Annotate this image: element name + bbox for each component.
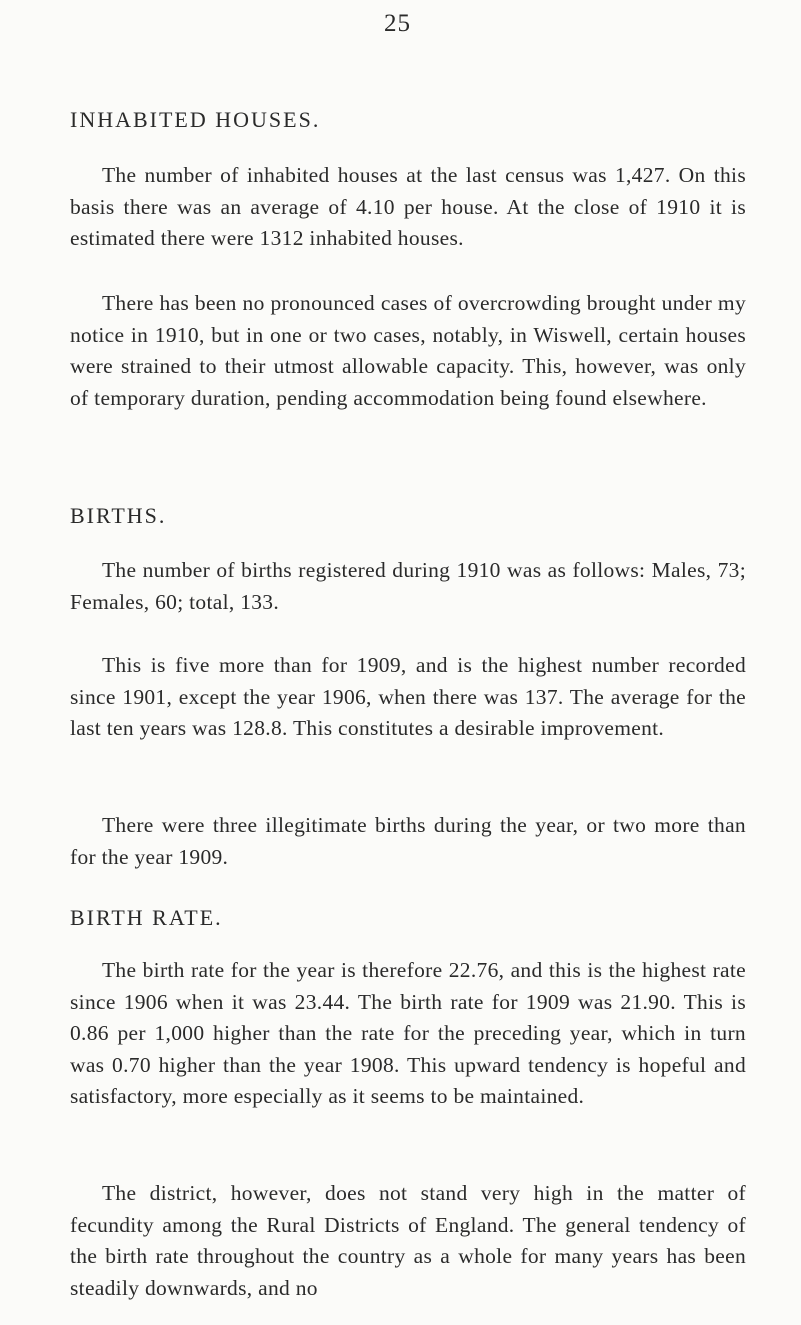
section-heading-inhabited-houses: INHABITED HOUSES. bbox=[70, 107, 321, 132]
paragraph-births-3: There were three illegitimate births during the year, or two more than for the year 1909. bbox=[70, 813, 746, 869]
section-heading-birth-rate: BIRTH RATE. bbox=[70, 905, 223, 930]
section-heading-births: BIRTHS. bbox=[70, 503, 167, 528]
page-number: 25 bbox=[384, 10, 411, 37]
paragraph-inhabited-houses-2: There has been no pronounced cases of overcrowding brought under my notice in 1910, but in one or two cases, notably, in Wiswell, certain houses were strained to their utmost allowable capacity. This, however, was only of temporary duration, pending accommodation being found elsewhere. bbox=[70, 291, 746, 410]
paragraph-birth-rate-1: The birth rate for the year is therefore 22.76, and this is the highest rate since 1906 when it was 23.44. The birth rate for 1909 was 21.90. This is 0.86 per 1,000 higher than the rate for the preceding year, which in turn was 0.70 higher than the year 1908. This upward tendency is hopeful and satisfactory, more especially as it seems to be maintained. bbox=[70, 958, 746, 1108]
paragraph-inhabited-houses-1: The number of inhabited houses at the last census was 1,427. On this basis there was an average of 4.10 per house. At the close of 1910 it is estimated there were 1312 inhabited houses. bbox=[70, 163, 746, 250]
paragraph-birth-rate-2: The district, however, does not stand very high in the matter of fecundity among the Rural Districts of England. The general tendency of the birth rate throughout the country as a whole for many years has been steadily downwards, and no bbox=[70, 1181, 746, 1300]
paragraph-births-2: This is five more than for 1909, and is the highest number recorded since 1901, except the year 1906, when there was 137. The average for the last ten years was 128.8. This constitutes a desirable improvement. bbox=[70, 653, 746, 740]
paragraph-births-1: The number of births registered during 1910 was as follows: Males, 73; Females, 60; total, 133. bbox=[70, 558, 746, 614]
